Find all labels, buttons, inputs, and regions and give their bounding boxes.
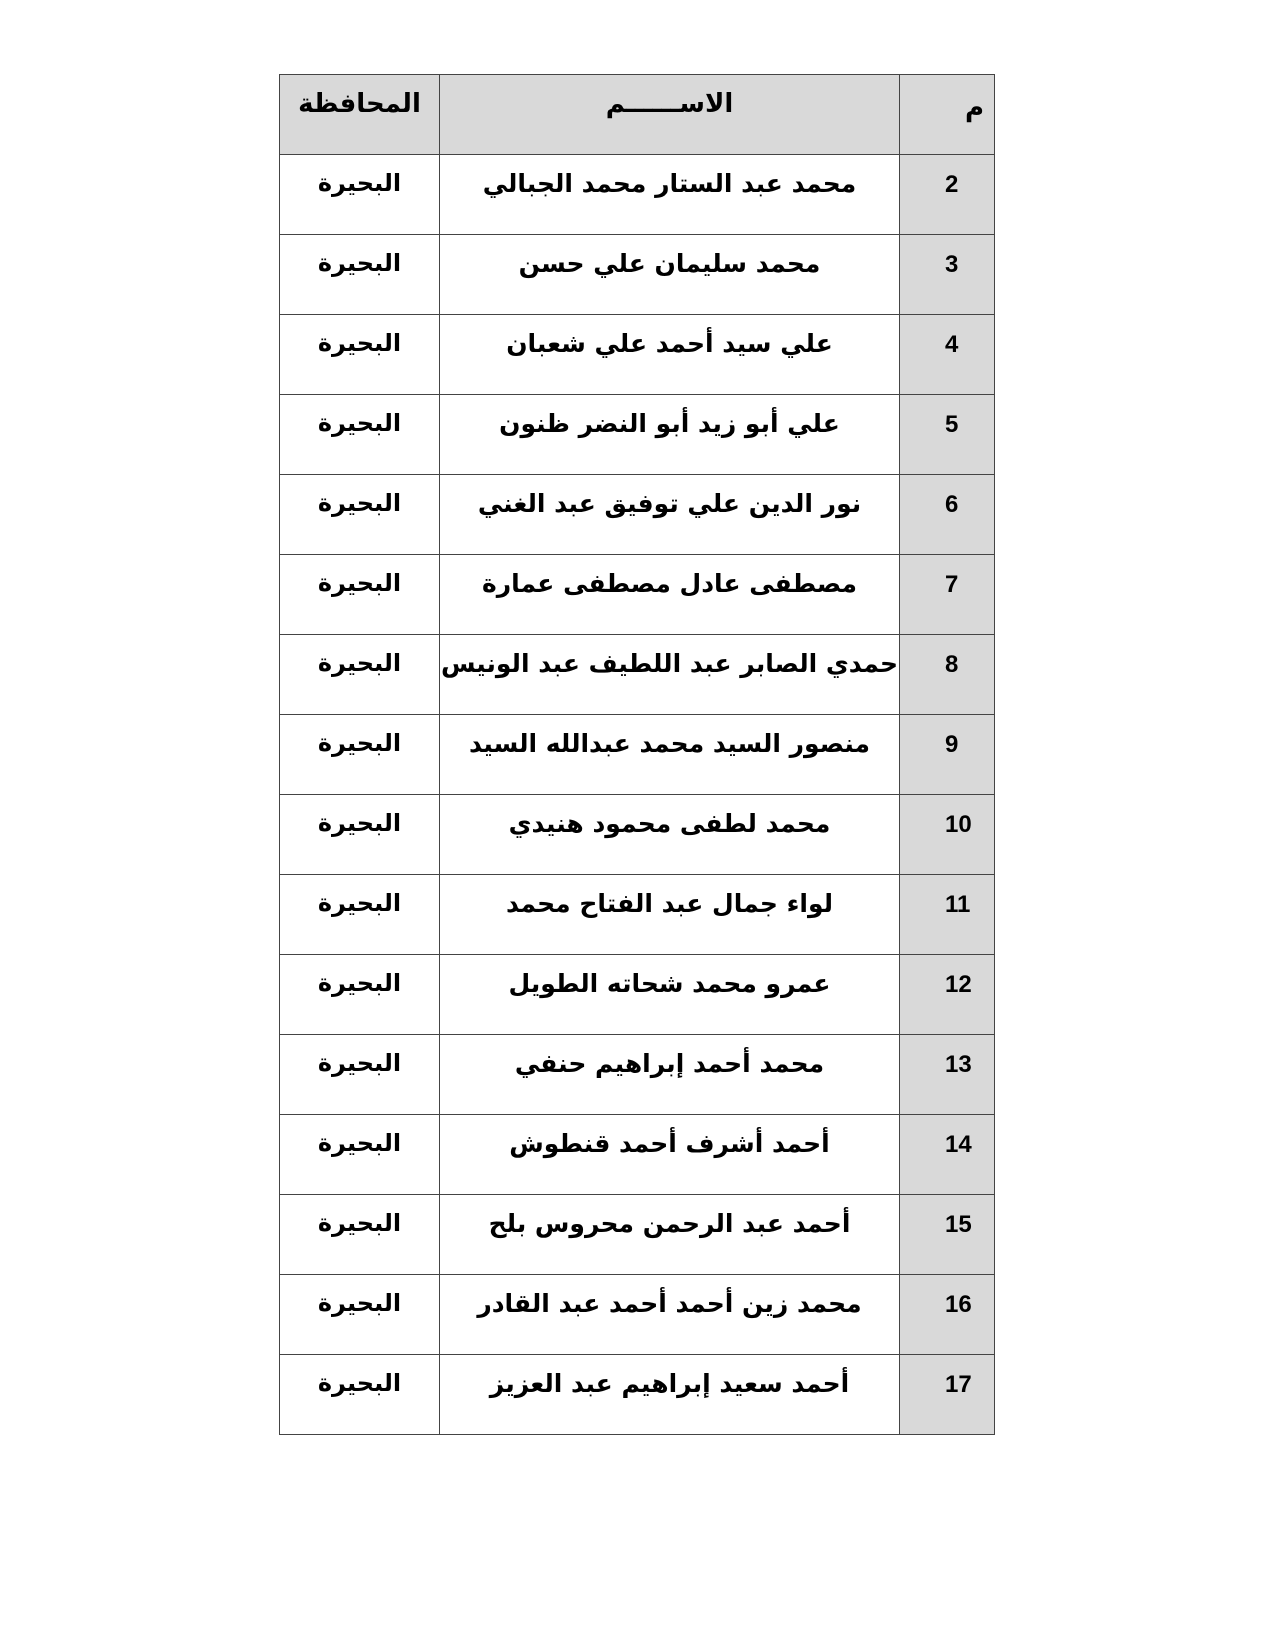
table-row [280,315,995,395]
table-row [280,1195,995,1275]
table-row [280,395,995,475]
table-row [280,1035,995,1115]
row-governorate: البحيرة [280,1115,440,1195]
row-number: 6 [900,475,995,555]
row-number: 3 [900,235,995,315]
row-governorate: البحيرة [280,715,440,795]
row-name: نور الدين علي توفيق عبد الغني [440,475,900,555]
row-governorate: البحيرة [280,875,440,955]
row-name: عمرو محمد شحاته الطويل [440,955,900,1035]
names-table [279,74,995,1435]
row-name: علي أبو زيد أبو النضر ظنون [440,395,900,475]
row-name: محمد لطفى محمود هنيدي [440,795,900,875]
row-governorate: البحيرة [280,1195,440,1275]
row-number: 15 [900,1195,995,1275]
header-governorate: المحافظة [280,75,440,155]
row-number: 10 [900,795,995,875]
row-name: منصور السيد محمد عبدالله السيد [440,715,900,795]
row-number: 5 [900,395,995,475]
table-body [280,155,995,1435]
row-name: لواء جمال عبد الفتاح محمد [440,875,900,955]
table-row [280,1115,995,1195]
table-header [280,75,995,155]
table-row [280,715,995,795]
row-name: محمد عبد الستار محمد الجبالي [440,155,900,235]
table-row [280,635,995,715]
row-name: مصطفى عادل مصطفى عمارة [440,555,900,635]
table-row [280,235,995,315]
row-name: محمد أحمد إبراهيم حنفي [440,1035,900,1115]
header-name: الاســــــم [440,75,900,155]
row-name: محمد سليمان علي حسن [440,235,900,315]
row-number: 8 [900,635,995,715]
row-governorate: البحيرة [280,315,440,395]
table-row [280,1355,995,1435]
row-governorate: البحيرة [280,155,440,235]
table-row [280,875,995,955]
row-governorate: البحيرة [280,475,440,555]
row-number: 16 [900,1275,995,1355]
row-number: 9 [900,715,995,795]
row-name: أحمد عبد الرحمن محروس بلح [440,1195,900,1275]
header-row [280,75,995,155]
table-row [280,155,995,235]
row-name: محمد زين أحمد أحمد عبد القادر [440,1275,900,1355]
row-governorate: البحيرة [280,635,440,715]
row-number: 11 [900,875,995,955]
row-number: 4 [900,315,995,395]
row-governorate: البحيرة [280,555,440,635]
row-name: حمدي الصابر عبد اللطيف عبد الونيس [440,635,900,715]
row-governorate: البحيرة [280,795,440,875]
row-governorate: البحيرة [280,955,440,1035]
row-governorate: البحيرة [280,1275,440,1355]
row-governorate: البحيرة [280,395,440,475]
row-governorate: البحيرة [280,1355,440,1435]
table-row [280,795,995,875]
table-row [280,555,995,635]
table-row [280,1275,995,1355]
row-number: 17 [900,1355,995,1435]
row-number: 13 [900,1035,995,1115]
row-number: 14 [900,1115,995,1195]
table-row [280,955,995,1035]
row-name: أحمد أشرف أحمد قنطوش [440,1115,900,1195]
row-number: 7 [900,555,995,635]
row-number: 12 [900,955,995,1035]
row-name: علي سيد أحمد علي شعبان [440,315,900,395]
row-name: أحمد سعيد إبراهيم عبد العزيز [440,1355,900,1435]
row-number: 2 [900,155,995,235]
row-governorate: البحيرة [280,1035,440,1115]
header-number: م [900,75,995,155]
table-row [280,475,995,555]
row-governorate: البحيرة [280,235,440,315]
